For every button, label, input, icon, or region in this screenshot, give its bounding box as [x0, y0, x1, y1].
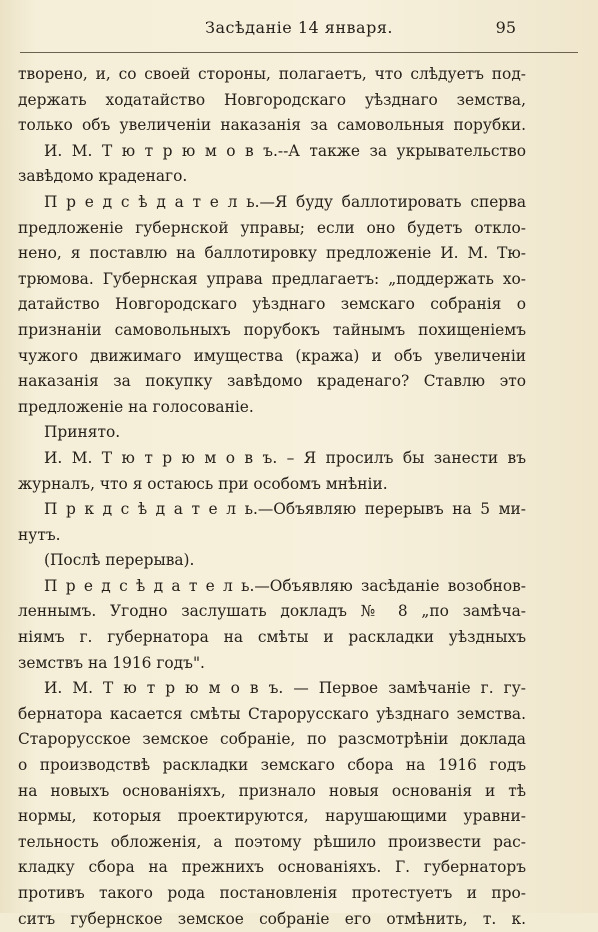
text-line: журналъ, что я остаюсь при особомъ мнѣніи.: [18, 474, 388, 493]
text-line: бернатора касается смѣты Старорусскаго уѣзднаго земства.: [18, 704, 526, 723]
text-line: на новыхъ основаніяхъ, признало новыя основанія и тѣ: [18, 781, 526, 800]
text-line: завѣдомо краденаго.: [18, 167, 188, 186]
text-line: И. М. Т ю т р ю м о в ъ.--А также за укрывательство: [44, 141, 526, 160]
text-line: П р к д с ѣ д а т е л ь.—Объявляю перерывъ на 5 ми-: [44, 500, 526, 519]
text-line: кладку сбора на прежнихъ основаніяхъ. Г. губернаторъ: [18, 858, 526, 877]
text-line: нутъ.: [18, 525, 61, 544]
text-line: признаніи самовольныхъ порубокъ тайнымъ похищеніемъ: [18, 320, 526, 339]
text-line: держать ходатайство Новгородскаго уѣзднаго земства,: [18, 90, 526, 109]
page-number: 95: [495, 18, 516, 37]
text-line: ситъ губернское земское собраніе его отмѣнить, т. к.: [18, 909, 526, 928]
text-line: Принято.: [44, 423, 121, 442]
text-line: о производствѣ раскладки земскаго сбора на 1916 годъ: [18, 756, 526, 775]
text-line: предложеніе губернской управы; если оно будетъ откло-: [18, 218, 526, 237]
text-line: датайство Новгородскаго уѣзднаго земскаго собранія о: [18, 295, 526, 314]
text-line: творено, и, со своей стороны, полагаетъ, что слѣдуетъ под-: [18, 65, 526, 83]
text-line: ніямъ г. губернатора на смѣты и раскладки уѣздныхъ: [18, 628, 526, 647]
text-line: тельность обложенія, а поэтому рѣшило произвести рас-: [18, 832, 526, 851]
body-text: [18, 62, 526, 932]
text-line: И. М. Т ю т р ю м о в ъ. — Первое замѣчаніе г. гу-: [44, 679, 526, 698]
text-line: И. М. Т ю т р ю м о в ъ. – Я просилъ бы занести въ: [44, 448, 526, 467]
text-line: П р е д с ѣ д а т е л ь.—Объявляю засѣданіе возобнов-: [44, 576, 526, 595]
page-header: [0, 18, 598, 46]
text-line: (Послѣ перерыва).: [44, 551, 195, 570]
text-line: трюмова. Губернская управа предлагаетъ: „поддержать хо-: [18, 269, 526, 288]
text-line: противъ такого рода постановленія протестуетъ и про-: [18, 884, 526, 902]
text-line: предложеніе на голосованіе.: [18, 397, 254, 416]
text-line: наказанія за покупку завѣдомо краденаго? Ставлю это: [18, 372, 526, 391]
text-line: нено, я поставлю на баллотировку предложеніе И. М. Тю-: [18, 244, 526, 263]
text-line: только объ увеличеніи наказанія за самовольныя порубки.: [18, 116, 526, 135]
text-line: земствъ на 1916 годъ".: [18, 653, 205, 672]
text-line: Старорусское земское собраніе, по разсмотрѣніи доклада: [18, 730, 526, 749]
text-line: П р е д с ѣ д а т е л ь.—Я буду баллотировать сперва: [44, 192, 526, 211]
running-title: Засѣданіе 14 января.: [204, 18, 393, 37]
text-line: нормы, которыя проектируются, нарушающими уравни-: [18, 807, 526, 826]
text-line: чужого движимаго имущества (кража) и объ увеличеніи: [18, 346, 526, 365]
header-rule: [20, 52, 578, 53]
text-line: леннымъ. Угодно заслушать докладъ № 8 „по замѣча-: [18, 602, 526, 621]
